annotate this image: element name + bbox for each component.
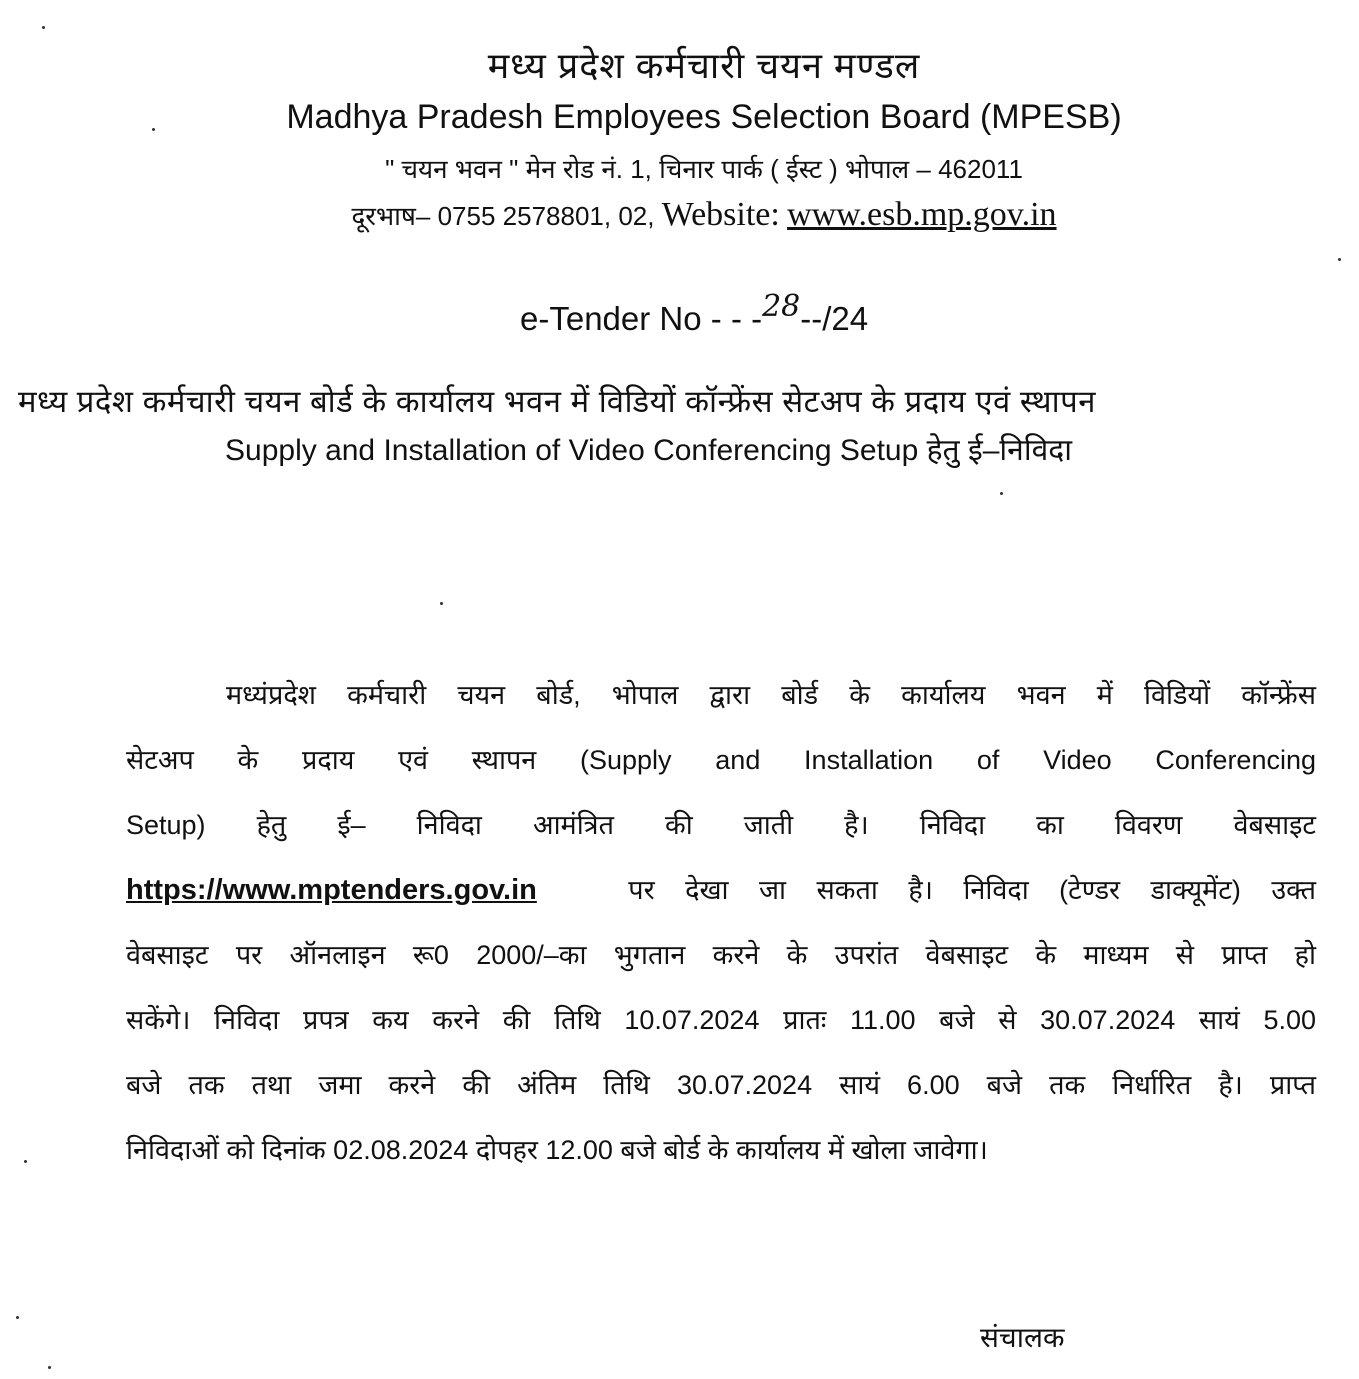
mptenders-link[interactable]: https://www.mptenders.gov.in [126, 874, 537, 906]
office-address: " चयन भवन " मेन रोड नं. 1, चिनार पार्क ( ईस्ट ) भोपाल – 462011 [385, 154, 1023, 184]
signatory-title: संचालक [980, 1322, 1065, 1353]
paragraph-line-with-link [126, 873, 1316, 938]
org-name-hindi: मध्य प्रदेश कर्मचारी चयन मण्डल [487, 45, 921, 86]
scan-speck [440, 602, 443, 605]
phone-numbers: दूरभाष– 0755 2578801, 02, [351, 201, 655, 231]
paragraph-line: निविदाओं को दिनांक 02.08.2024 दोपहर 12.00 बजे बोर्ड के कार्यालय में खोला जावेगा। [126, 1135, 988, 1165]
contact-line [0, 196, 1359, 234]
paragraph-line: बजे तक तथा जमा करने की अंतिम तिथि 30.07.2024 सायं 6.00 बजे तक निर्धारित है। प्राप्त [126, 1070, 1316, 1100]
paragraph-line: सकेंगे। निविदा प्रपत्र कय करने की तिथि 10.07.2024 प्रातः 11.00 बजे से 30.07.2024 सायं 5.00 [126, 1005, 1316, 1035]
org-name-english: Madhya Pradesh Employees Selection Board (MPESB) [286, 98, 1122, 136]
website-link[interactable]: www.esb.mp.gov.in [787, 196, 1057, 233]
paragraph-line-rest: पर देखा जा सकता है। निविदा (टेण्डर डाक्यूमेंट) उक्त [628, 875, 1316, 905]
website-label: Website: [661, 196, 780, 233]
paragraph-line: मध्यंप्रदेश कर्मचारी चयन बोर्ड, भोपाल द्वारा बोर्ड के कार्यालय भवन में विडियों कॉन्फ्रेंस [226, 680, 1316, 710]
scan-speck [152, 128, 155, 131]
subject-hindi: मध्य प्रदेश कर्मचारी चयन बोर्ड के कार्यालय भवन में विडियों कॉन्फ्रेंस सेटअप के प्रदाय एवं स्थापन [18, 384, 1096, 419]
tender-handwritten-number: 28 [762, 289, 801, 324]
scan-speck [24, 1160, 27, 1163]
paragraph-line: सेटअप के प्रदाय एवं स्थापन (Supply and Installation of Video Conferencing [126, 745, 1316, 775]
paragraph-line: Setup) हेतु ई– निविदा आमंत्रित की जाती है। निविदा का विवरण वेबसाइट [126, 810, 1316, 840]
subject-hindi-suffix: हेतु ई–निविदा [926, 434, 1072, 467]
scan-speck [48, 1366, 51, 1369]
tender-blank-line-end: -- [800, 300, 823, 337]
tender-prefix: e-Tender No - [520, 300, 722, 337]
subject-english: Supply and Installation of Video Conferencing Setup [225, 434, 919, 467]
tender-number-line [520, 289, 869, 338]
scan-speck [1000, 492, 1003, 495]
scan-speck [16, 1316, 19, 1319]
paragraph-line: वेबसाइट पर ऑनलाइन रू0 2000/–का भुगतान करने के उपरांत वेबसाइट के माध्यम से प्राप्त हो [126, 940, 1316, 970]
scan-speck [42, 26, 45, 29]
tender-notice-paragraph [126, 678, 1316, 1198]
tender-blank-line: - - [730, 300, 763, 337]
scan-speck [1338, 258, 1341, 261]
subject-english-line [225, 428, 1072, 469]
tender-suffix: /24 [822, 300, 869, 337]
